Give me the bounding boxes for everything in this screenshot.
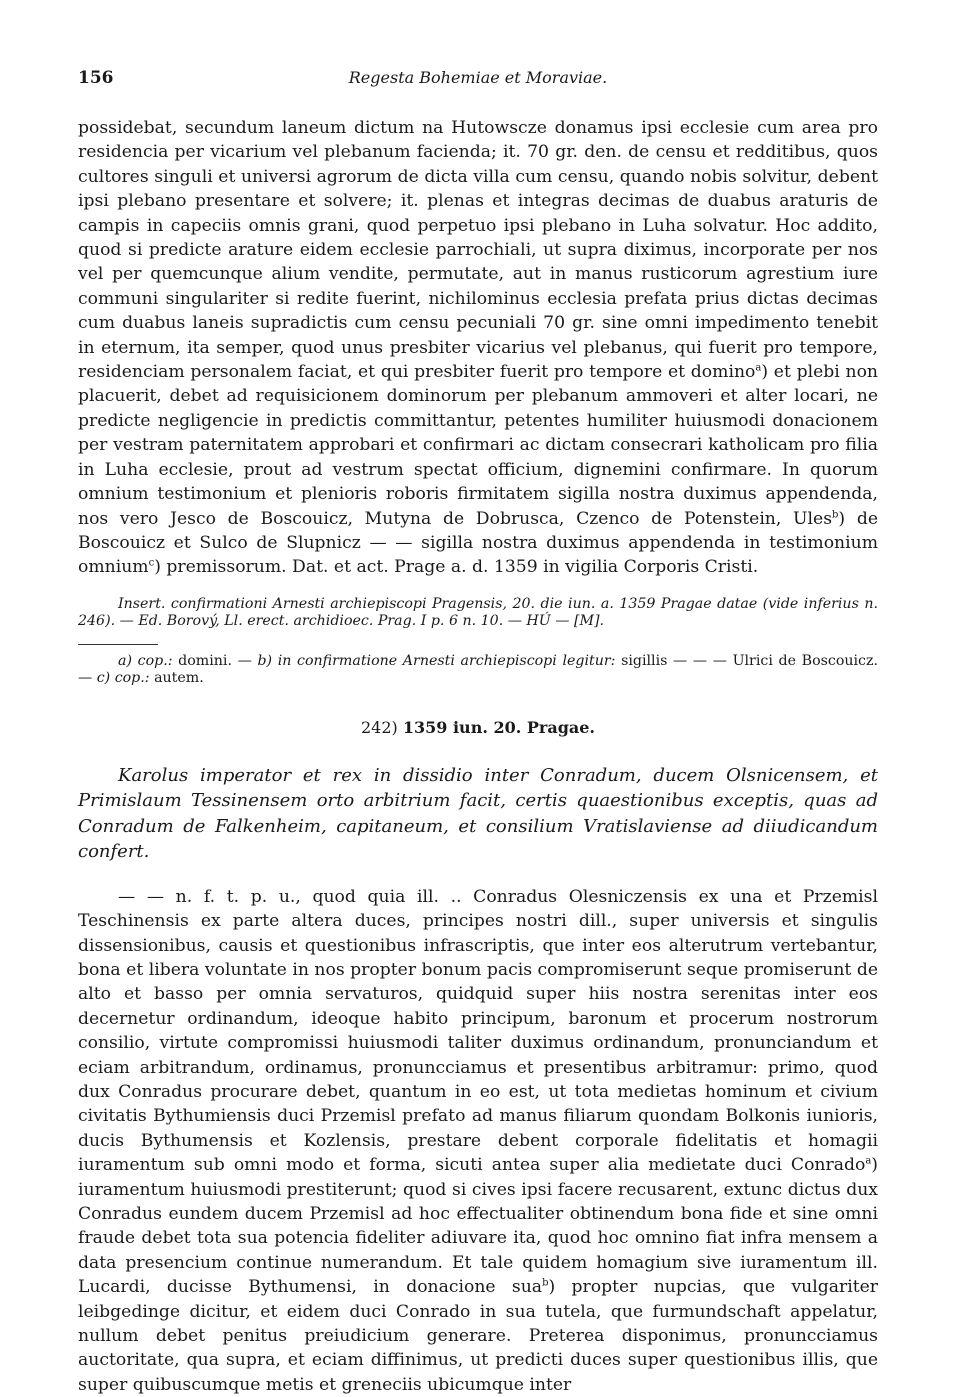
entry-heading [78,718,878,737]
arbitration-text: — — n. f. t. p. u., quod quia ill. .. Conradus Olesniczensis ex una et Przemisl Teschinensis ex parte altera duces, principes nostri dill., super universis et singulis dissensionibus, causis et questionibus infrascriptis, que inter eos alterutrum vertebantur, bona et libera voluntate in nos propter bonum pacis compromiserunt seque promiserunt de alto et basso per omnia servaturos, quidquid super hiis nostra serenitas inter eos decernetur ordinandum, ideoque habito principum, baronum et procerum nostrorum consilio, virtute compromissi huiusmodi taliter duximus ordinandum, pronunciandum et eciam arbitrandum, ordinamus, pronuncciamus et presentibus arbitramur: primo, quod dux Conradus procurare debet, quantum in eo est, ut tota medietas hominum et civium civitatis Bythumiensis duci Przemisl prefato ad manus filiarum quondam Bolkonis iunioris, ducis Bythumensis et Kozlensis, prestare debent corporale fidelitatis et homagii iuramentum sub omni modo et forma, sicuti antea super alia medietate duci Conrado$^a$) iuramentum huiusmodi prestiterunt; quod si cives ipsi facere recusarent, extunc dictus dux Conradus eundem ducem Przemisl ad hoc effectualiter obtinendum bona fide et sine omni fraude debet tota sua potencia fideliter adiuvare ita, quod hoc omnino fiat infra mensem a data presencium continue numerandum. Et tale quidem homagium sive iuramentum ill. Lucardi, ducisse Bythumensi, in donacione sua$^b$) propter nupcias, que vulgariter leibgedinge dicitur, et eidem duci Conrado in sua tutela, que furmundschaft appelatur, nullum debet penitus preiudicium generare. Preterea disponimus, pronuncciamus auctoritate, qua supra, et eciam diffinimus, ut predicti duces super questionibus illis, que super quibuscumque metis et greneciis ubicumque inter [78,886,878,1395]
entry-number: 242) [361,717,398,737]
note-mark: c [148,557,155,569]
running-title: Regesta Bohemiae et Moraviae. [348,68,608,87]
source-note: Insert. confirmationi Arnesti archiepiscopi Pragensis, 20. die iun. a. 1359 Pragae datae (vide inferius n. 246). — Ed. Borový, Ll. erect. archidioec. Prag. I p. 6 n. 10. — HÚ — [M]. [78,595,878,629]
note-mark: b [542,1277,549,1289]
footnote-rule [78,644,158,645]
regest-summary: Karolus imperator et rex in dissidio inter Conradum, ducem Olsnicensem, et Primislaum Tessinensem orto arbitrium facit, certis quaestionibus exceptis, quas ad Conradum de Falkenheim, capitaneum, et consilium Vratislaviense ad diiudicandum confert. [78,764,878,863]
footnotes: a) cop.: domini. — b) in confirmatione Arnesti archiepiscopi legitur: sigillis — — — Ulrici de Boscouicz. — c) cop.: autem. [78,652,878,687]
note-mark: a [755,362,762,374]
note-mark: b [832,508,839,520]
note-mark: a [865,1155,872,1167]
page-number: 156 [78,68,114,88]
document-page [78,60,878,1397]
page-header [78,60,878,94]
charter-text: possidebat, secundum laneum dictum na Hutowscze donamus ipsi ecclesie cum area pro residencia per vicarium vel plebanum facienda; it. 70 gr. den. de censu et redditibus, quos cultores singuli et universi agrorum de dicta villa cum censu, quando nobis solvitur, debent ipsi plebano presentare et solvere; it. plenas et integras decimas de duabus araturis de campis in capeciis omnis grani, quod perpetuo ipsi plebano in Luha solvatur. Hoc addito, quod si predicte arature eidem ecclesie parrochiali, ut supra diximus, incorporate per nos vel per quemcunque alium vendite, permutate, aut in manus rusticorum agrestium iure communi singulariter si redite fuerint, nichilominus ecclesia prefata prius dictas decimas cum duabus laneis supradictis cum censu pecuniali 70 gr. sine omni impedimento tenebit in eternum, ita semper, quod unus presbiter vicarius vel plebanus, qui fuerit pro tempore, residenciam personalem faciat, et qui presbiter fuerit pro tempore et domino$^a$) et plebi non placuerit, debet ad requisicionem dominorum per plebanum ammoveri et alter locari, ne predicte negligencie in predictis committantur, petentes humiliter huiusmodi donacionem per vestram paternitatem approbari et confirmari ac dictam consecrari katholicam pro filia in Luha ecclesie, prout ad vestrum spectat officium, dignemini confirmare. In quorum omnium testimonium et plenioris roboris firmitatem sigilla nostra duximus appendenda, nos vero Jesco de Boscouicz, Mutyna de Dobrusca, Czenco de Potenstein, Ules$^b$) de Boscouicz et Sulco de Slupnicz — — sigilla nostra duximus appendenda in testimonium omnium$^c$) premissorum. Dat. et act. Prage a. d. 1359 in vigilia Corporis Cristi. [78,118,878,578]
entry-date-place: 1359 iun. 20. Pragae. [402,717,595,737]
